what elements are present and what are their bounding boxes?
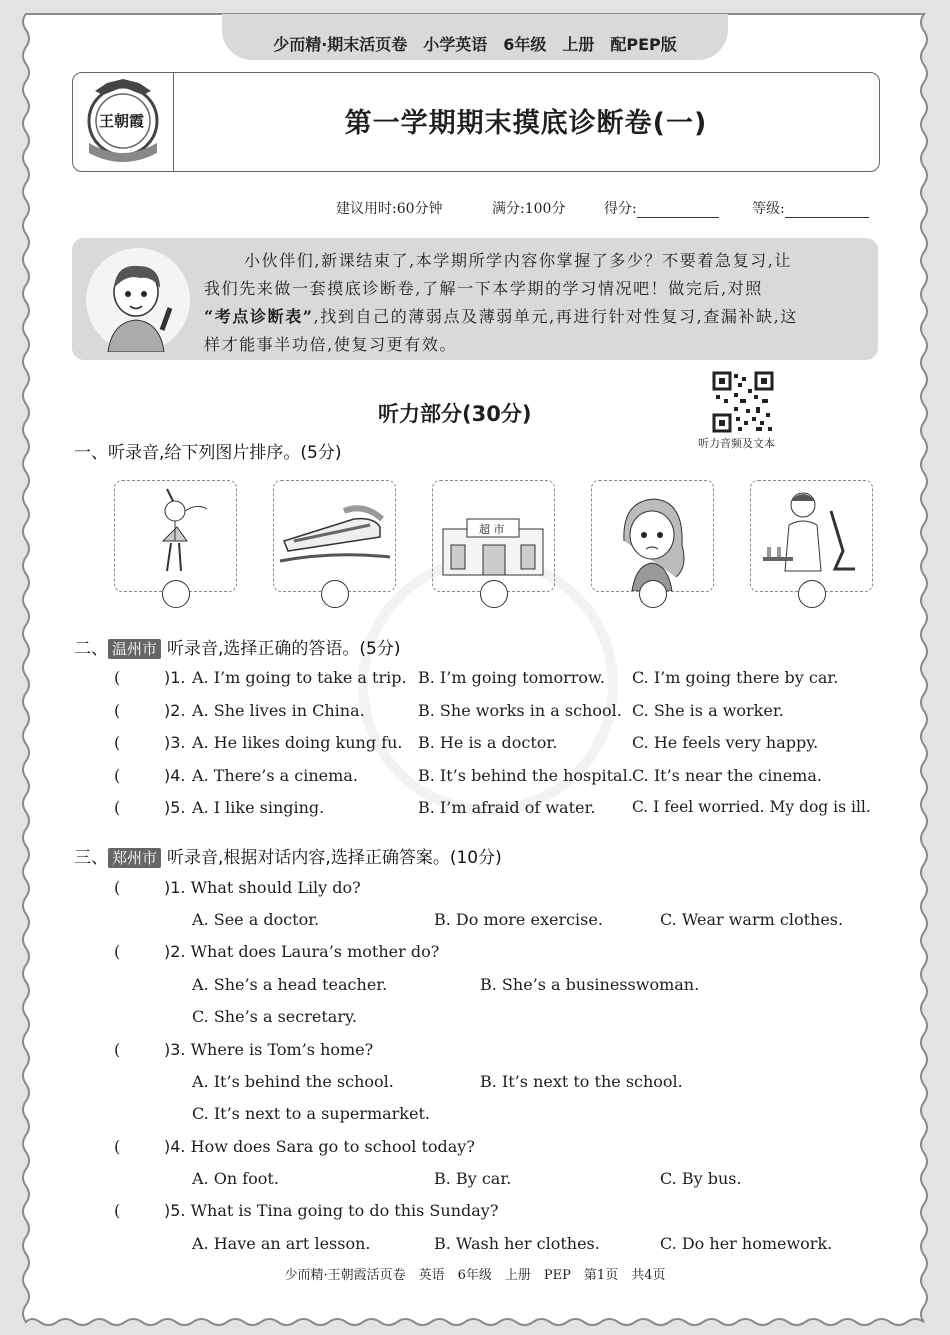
option-b: B. I’m going tomorrow. [418, 668, 605, 687]
logo-text: 王朝霞 [99, 112, 145, 130]
suggested-time: 建议用时:60分钟 [336, 201, 443, 217]
option-b: B. Wash her clothes. [434, 1234, 600, 1253]
question-row: )5. What is Tina going to do this Sunday? [164, 1201, 499, 1220]
order-circle-4[interactable] [639, 580, 667, 608]
intro-line-4: 样才能事半功倍,使复习更有效。 [204, 335, 458, 354]
answer-blank[interactable]: ( [114, 1040, 121, 1059]
option-c: C. It’s near the cinema. [632, 766, 822, 785]
intro-line-2: 我们先来做一套摸底诊断卷,了解一下本学期的学习情况吧！做完后,对照 [204, 279, 763, 298]
picture-train [273, 480, 396, 592]
option-a: A. It’s behind the school. [192, 1072, 394, 1091]
grade-field[interactable] [752, 198, 869, 218]
picture-ballet-dancer [114, 480, 237, 592]
order-circle-2[interactable] [321, 580, 349, 608]
order-circle-5[interactable] [798, 580, 826, 608]
answer-blank[interactable]: ( [114, 1137, 121, 1156]
question-row: )3. Where is Tom’s home? [164, 1040, 374, 1059]
listening-section-title: 听力部分(30分) [378, 402, 532, 426]
question-row: )5. [164, 798, 186, 817]
option-b: B. He is a doctor. [418, 733, 558, 752]
option-a: A. She lives in China. [192, 701, 365, 720]
question-row: )2. [164, 701, 186, 720]
option-c: C. Wear warm clothes. [660, 910, 844, 929]
option-a: A. I’m going to take a trip. [192, 668, 407, 687]
diagnosis-table-term: “考点诊断表” [204, 307, 314, 326]
question-row: )2. What does Laura’s mother do? [164, 942, 440, 961]
picture-sad-girl [591, 480, 714, 592]
answer-blank[interactable]: ( [114, 701, 121, 720]
supermarket-sign: 超 市 [479, 523, 505, 536]
option-a: A. She’s a head teacher. [192, 975, 388, 994]
boy-character-icon [86, 248, 190, 352]
option-b: B. It’s next to the school. [480, 1072, 683, 1091]
section-3-heading: 三、 郑州市 听录音,根据对话内容,选择正确答案。(10分) [74, 848, 502, 868]
question-row: )1. What should Lily do? [164, 878, 361, 897]
grade-label: 等级: [752, 201, 785, 217]
option-c: C. I’m going there by car. [632, 668, 839, 687]
option-a: A. See a doctor. [192, 910, 320, 929]
option-b: B. I’m afraid of water. [418, 798, 596, 817]
page-footer: 少而精·王朝霞活页卷 英语 6年级 上册 PEP 第1页 共4页 [284, 1268, 666, 1283]
intro-line-3: “考点诊断表”,找到自己的薄弱点及薄弱单元,再进行针对性复习,查漏补缺,这 [204, 307, 798, 326]
answer-blank[interactable]: ( [114, 733, 121, 752]
question-row: )4. How does Sara go to school today? [164, 1137, 475, 1156]
full-score: 满分:100分 [492, 201, 566, 217]
option-c: C. She’s a secretary. [192, 1007, 357, 1026]
answer-blank[interactable]: ( [114, 1201, 121, 1220]
section-2-heading: 二、 温州市 听录音,选择正确的答语。(5分) [74, 639, 401, 659]
boy-avatar [86, 248, 190, 352]
question-row: )1. [164, 668, 186, 687]
train-icon [274, 481, 395, 591]
section-1-heading: 一、听录音,给下列图片排序。(5分) [74, 443, 342, 463]
picture-supermarket [432, 480, 555, 592]
order-circle-3[interactable] [480, 580, 508, 608]
option-a: A. There’s a cinema. [192, 766, 358, 785]
qr-caption: 听力音频及文本 [698, 437, 775, 450]
option-c: C. It’s next to a supermarket. [192, 1104, 430, 1123]
question-row: )4. [164, 766, 186, 785]
logo [73, 73, 174, 171]
series-banner-text: 少而精·期末活页卷 小学英语 6年级 上册 配PEP版 [273, 35, 677, 54]
answer-blank[interactable]: ( [114, 942, 121, 961]
answer-blank[interactable]: ( [114, 798, 121, 817]
option-c: C. Do her homework. [660, 1234, 833, 1253]
option-a: A. I like singing. [192, 798, 325, 817]
option-b: B. It’s behind the hospital. [418, 766, 633, 785]
region-tag-zhengzhou: 郑州市 [108, 848, 161, 868]
title-box [72, 72, 880, 172]
option-c: C. She is a worker. [632, 701, 784, 720]
question-row: )3. [164, 733, 186, 752]
option-c: C. By bus. [660, 1169, 742, 1188]
option-a: A. On foot. [192, 1169, 279, 1188]
option-a: A. He likes doing kung fu. [192, 733, 403, 752]
scientist-icon [751, 481, 872, 591]
score-label: 得分: [604, 201, 637, 217]
score-field[interactable] [604, 198, 719, 218]
option-b: B. Do more exercise. [434, 910, 603, 929]
sad-girl-icon [592, 481, 713, 591]
intro-box [72, 238, 878, 360]
intro-line-1: 小伙伴们,新课结束了,本学期所学内容你掌握了多少？不要着急复习,让 [244, 251, 793, 270]
answer-blank[interactable]: ( [114, 668, 121, 687]
option-a: A. Have an art lesson. [192, 1234, 371, 1253]
option-b: B. She’s a businesswoman. [480, 975, 700, 994]
option-c: C. I feel worried. My dog is ill. [632, 798, 871, 816]
option-b: B. By car. [434, 1169, 512, 1188]
region-tag-wenzhou: 温州市 [108, 639, 161, 659]
option-c: C. He feels very happy. [632, 733, 819, 752]
option-b: B. She works in a school. [418, 701, 622, 720]
page-title: 第一学期期末摸底诊断卷(一) [344, 108, 708, 139]
order-circle-1[interactable] [162, 580, 190, 608]
series-banner [222, 14, 728, 60]
picture-scientist [750, 480, 873, 592]
answer-blank[interactable]: ( [114, 878, 121, 897]
qr-code-icon[interactable] [712, 371, 774, 433]
ballet-dancer-icon [115, 481, 236, 591]
answer-blank[interactable]: ( [114, 766, 121, 785]
